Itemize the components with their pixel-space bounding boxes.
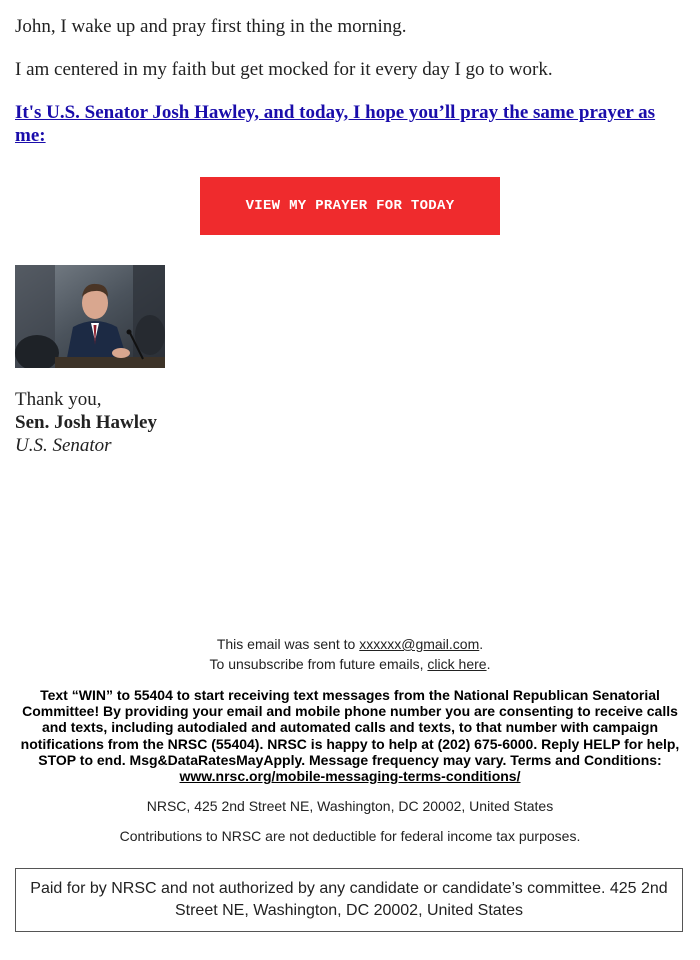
signature-name: Sen. Josh Hawley (15, 412, 157, 433)
sms-terms-link[interactable]: www.nrsc.org/mobile-messaging-terms-conditions/ (179, 768, 521, 785)
recipient-email-link[interactable]: xxxxxx@gmail.com (359, 636, 480, 652)
senator-photo-image (15, 265, 165, 368)
greeting-text: John, I wake up and pray first thing in the morning. (15, 16, 407, 37)
unsubscribe-link[interactable]: click here (427, 656, 487, 672)
headline-link[interactable]: It's U.S. Senator Josh Hawley, and today, I hope you’ll pray the same prayer as me: (15, 102, 656, 146)
mailing-address: NRSC, 425 2nd Street NE, Washington, DC 20002, United States (146, 798, 554, 814)
signature-block (15, 388, 157, 457)
sent-to-prefix: This email was sent to (216, 636, 360, 652)
body-text: I am centered in my faith but get mocked for it every day I go to work. (15, 59, 553, 80)
signoff-text: Thank you, (15, 389, 102, 410)
senator-photo[interactable] (15, 265, 165, 368)
signature-title: U.S. Senator (15, 435, 112, 456)
sent-to-suffix: . (479, 636, 484, 652)
paid-for-disclaimer: Paid for by NRSC and not authorized by any candidate or candidate’s committee. 425 2nd Street NE, Washington, DC 20002, United States (15, 868, 683, 932)
unsubscribe-line (15, 654, 685, 674)
sms-disclaimer-text: Text “WIN” to 55404 to start receiving text messages from the National Republican Senatorial Committee! By providing your email and mobile phone number you are consenting to receive calls and texts, including autodialed and automated calls and texts, to that number with campaign notifications from the NRSC (55404). NRSC is happy to help at (202) 675-6000. Reply HELP for help, STOP to end. Msg&DataRatesMayApply. Message frequency may vary. Terms and Conditions: (20, 687, 680, 768)
sms-disclaimer (15, 687, 685, 784)
sent-to-line (15, 634, 685, 654)
view-prayer-button[interactable]: VIEW MY PRAYER FOR TODAY (200, 177, 500, 235)
footer-recipient-block (15, 634, 685, 674)
unsubscribe-prefix: To unsubscribe from future emails, (209, 656, 428, 672)
unsubscribe-suffix: . (486, 656, 491, 672)
contributions-notice: Contributions to NRSC are not deductible for federal income tax purposes. (119, 828, 581, 844)
